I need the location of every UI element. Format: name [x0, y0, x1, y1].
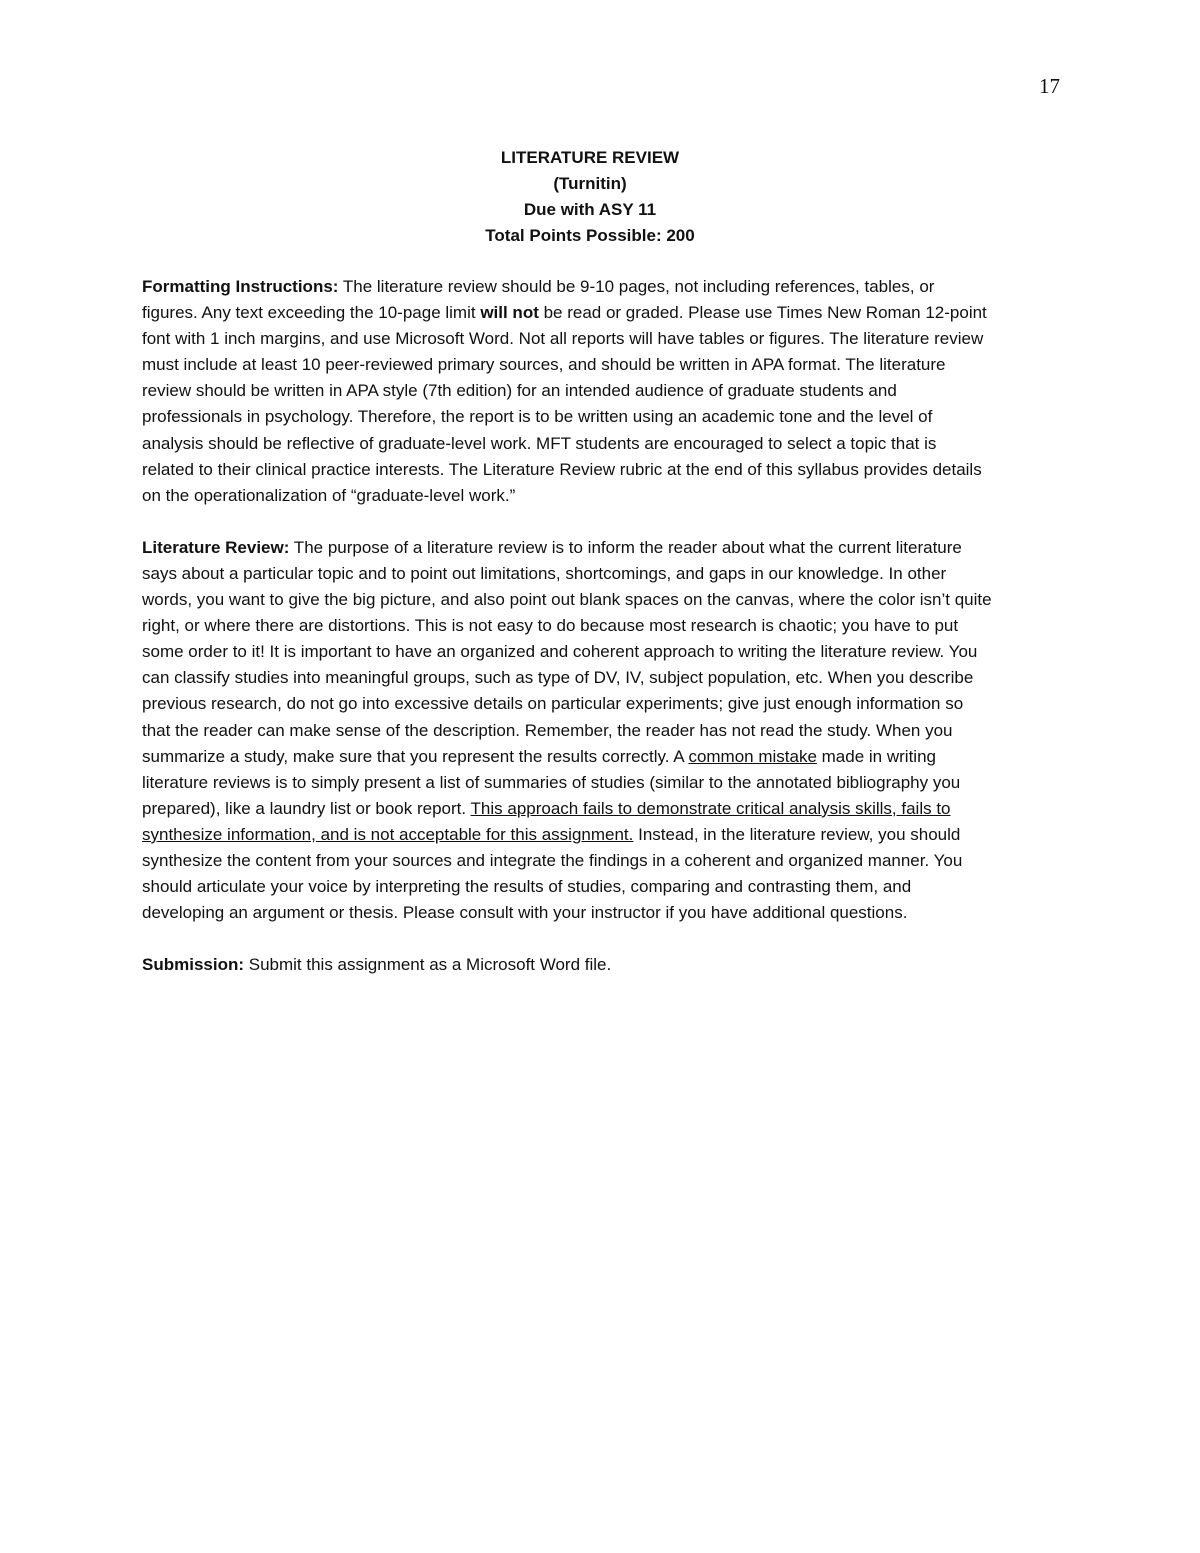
page-title: LITERATURE REVIEW — [500, 148, 680, 167]
literature-review-text-3: Instead, in the literature review, you should synthesize the content from your sources and integrate the findings in a coherent and organized manner. You should articulate your voice by interpreting the results of studies, comparing and contrasting them, and developing an argument or thesis. Please consult with your instructor if you have additional questions. — [142, 824, 963, 923]
due-line: Due with ASY 11 — [523, 200, 657, 219]
page-subtitle: (Turnitin) — [553, 174, 627, 193]
formatting-emphasis: will not — [480, 303, 539, 323]
formatting-text-2: be read or graded. Please use Times New Roman 12-point font with 1 inch margins, and use Microsoft Word. Not all reports will have tables or figures. The literature review must include at least 10 peer-reviewed primary sources, and should be written in APA format. The literature review should be written in APA style (7th edition) for an intended audience of graduate students and professionals in psychology. Therefore, the report is to be written using an academic tone and the level of analysis should be reflective of graduate-level work. MFT students are encouraged to select a topic that is related to their clinical practice interests. The Literature Review rubric at the end of this syllabus provides details on the operationalization of “graduate-level work.” — [142, 303, 987, 505]
formatting-text-1: The literature review should be 9-10 pages, not including references, tables, or figures. Any text exceeding the 10-page limit — [142, 277, 935, 323]
document-body — [142, 274, 992, 1004]
literature-review-text-1: The purpose of a literature review is to inform the reader about what the current literature says about a particular topic and to point out limitations, shortcomings, and gaps in our knowledge. In other words, you want to give the big picture, and also point out blank spaces on the canvas, where the color isn’t quite right, or where there are distortions. This is not easy to do because most research is chaotic; you have to put some order to it! It is important to have an organized and coherent approach to writing the literature review. You can classify studies into meaningful groups, such as type of DV, IV, subject population, etc. When you describe previous research, do not go into excessive details on particular experiments; give just enough information so that the reader can make sense of the description. Remember, the reader has not read the study. When you summarize a study, make sure that you represent the results correctly. A — [142, 537, 992, 766]
approach-fails-underline: This approach fails to demonstrate critical analysis skills, fails to synthesize information, and is not acceptable for this assignment. — [142, 798, 951, 844]
title-block — [0, 145, 1180, 249]
literature-review-label: Literature Review: — [142, 537, 290, 557]
literature-review-text-2: made in writing literature reviews is to simply present a list of summaries of studies (similar to the annotated bibliography you prepared), like a laundry list or book report. — [142, 746, 961, 818]
submission-paragraph — [142, 952, 992, 978]
literature-review-paragraph — [142, 535, 992, 926]
submission-text: Submit this assignment as a Microsoft Word file. — [244, 955, 612, 975]
points-line: Total Points Possible: 200 — [485, 226, 695, 245]
formatting-paragraph — [142, 274, 992, 509]
submission-label: Submission: — [142, 955, 245, 975]
formatting-label: Formatting Instructions: — [142, 277, 339, 296]
page-number: 17 — [1039, 74, 1060, 98]
common-mistake-underline: common mistake — [688, 746, 817, 766]
